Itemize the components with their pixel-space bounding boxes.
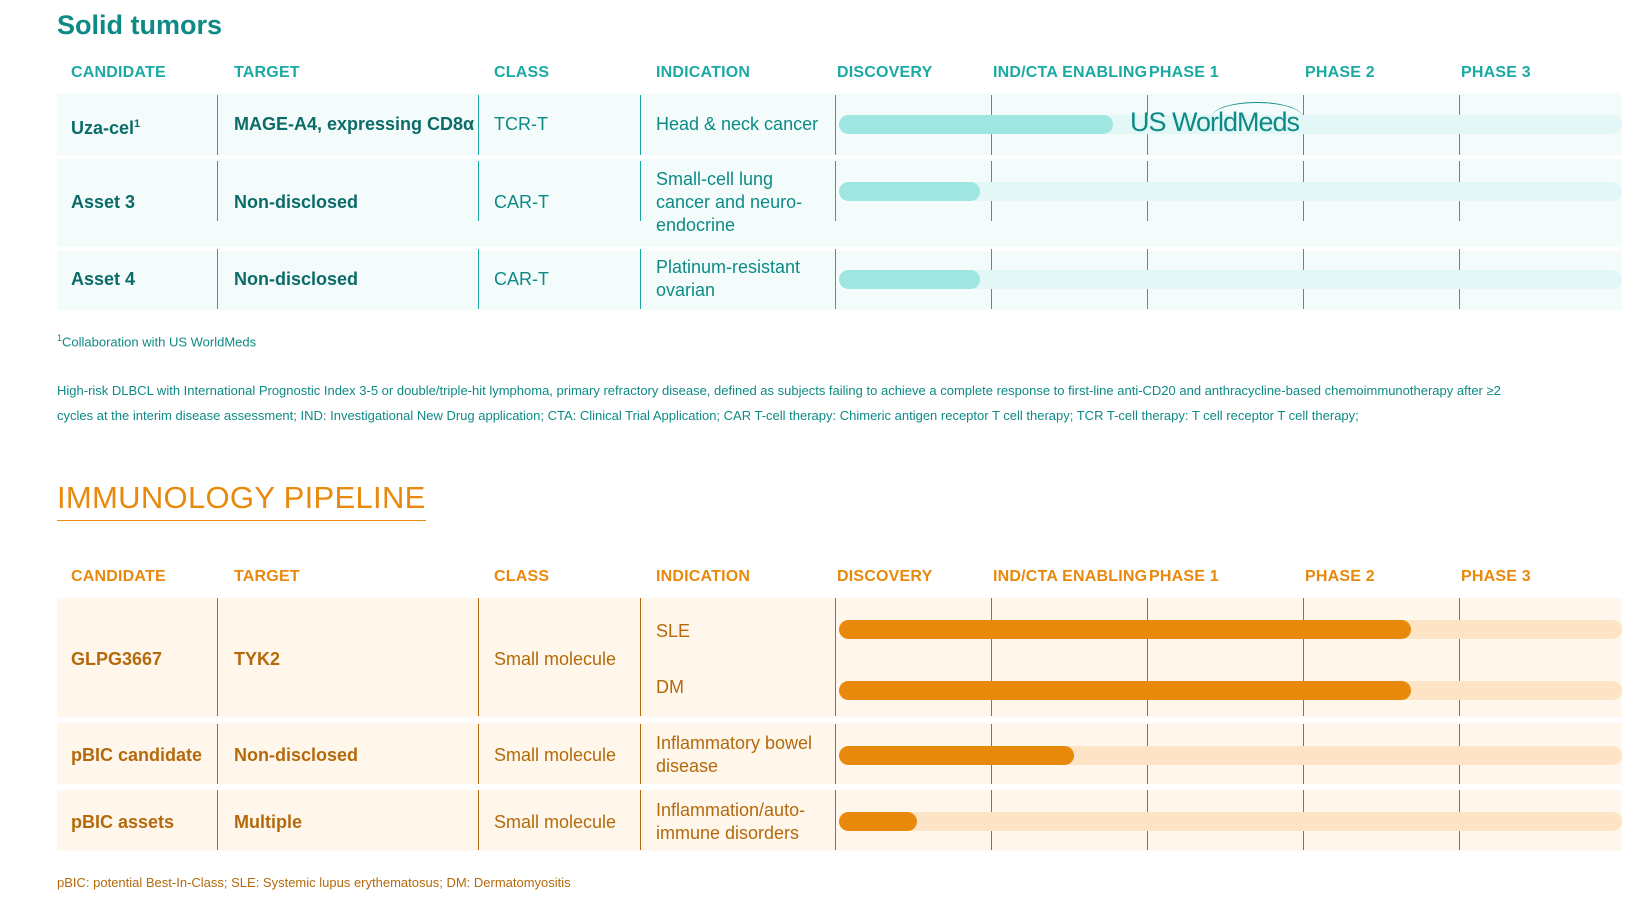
- column-divider: [640, 95, 641, 155]
- col-header-class: CLASS: [494, 64, 550, 81]
- column-divider: [217, 790, 218, 850]
- target-name: Non-disclosed: [234, 192, 359, 212]
- col-header-phase2: PHASE 2: [1305, 568, 1375, 585]
- footnote: pBIC: potential Best-In-Class; SLE: Systemic lupus erythematosus; DM: Dermatomyositis: [57, 875, 571, 890]
- col-header-phase3: PHASE 3: [1461, 568, 1531, 585]
- col-header-discovery: DISCOVERY: [837, 64, 933, 81]
- class-name: Small molecule: [494, 812, 617, 832]
- column-divider: [835, 724, 836, 784]
- progress-bar: [839, 620, 1411, 639]
- candidate-name: GLPG3667: [71, 649, 163, 669]
- progress-track: [839, 812, 1622, 831]
- progress-bar: [839, 812, 917, 831]
- target-name: MAGE-A4, expressing CD8α: [234, 114, 475, 134]
- col-header-candidate: CANDIDATE: [71, 568, 166, 585]
- column-divider: [835, 790, 836, 850]
- target-name: Non-disclosed: [234, 269, 359, 289]
- class-name: Small molecule: [494, 649, 617, 669]
- col-header-phase1: PHASE 1: [1149, 64, 1219, 81]
- col-header-indication: INDICATION: [656, 568, 751, 585]
- column-divider: [478, 161, 479, 221]
- target-name: TYK2: [234, 649, 281, 669]
- candidate-name: Asset 4: [71, 269, 136, 289]
- indication-name: Platinum-resistant ovarian: [656, 257, 801, 300]
- column-divider: [478, 790, 479, 850]
- col-header-class: CLASS: [494, 568, 550, 585]
- col-header-phase2: PHASE 2: [1305, 64, 1375, 81]
- indication-name: DM: [656, 677, 684, 697]
- col-header-candidate: CANDIDATE: [71, 64, 166, 81]
- col-header-target: TARGET: [234, 568, 300, 585]
- column-divider: [217, 598, 218, 716]
- target-name: Non-disclosed: [234, 745, 359, 765]
- column-divider: [478, 724, 479, 784]
- progress-bar: [839, 270, 980, 289]
- candidate-name: Uza-cel$^1$: [71, 118, 141, 138]
- column-divider: [478, 598, 479, 716]
- column-divider: [640, 790, 641, 850]
- column-divider: [217, 249, 218, 309]
- indication-name: Inflammation/auto-immune disorders: [656, 800, 806, 843]
- column-divider: [835, 249, 836, 309]
- abbreviations-line-1: High-risk DLBCL with International Prognostic Index 3-5 or double/triple-hit lymphoma, primary refractory disease, defined as subjects failing to achieve a complete response to first-line anti-CD20 and anthracycline-based chemoimmunotherapy after ≥2: [57, 383, 1501, 398]
- indication-name: Small-cell lung cancer and neuro-endocrine: [656, 169, 803, 235]
- column-divider: [835, 598, 836, 716]
- col-header-phase3: PHASE 3: [1461, 64, 1531, 81]
- abbreviations-line-2: cycles at the interim disease assessment; IND: Investigational New Drug application; CTA: Clinical Trial Application; CAR T-cell therapy: Chimeric antigen receptor T cell therapy; TCR T-cell therapy: T cell receptor T cell therapy;: [57, 408, 1359, 423]
- col-header-phase1: PHASE 1: [1149, 568, 1219, 585]
- column-divider: [640, 161, 641, 221]
- us-worldmeds-logo: US WorldMeds: [1130, 107, 1299, 138]
- indication-name: Inflammatory bowel disease: [656, 733, 813, 776]
- col-header-discovery: DISCOVERY: [837, 568, 933, 585]
- column-divider: [217, 724, 218, 784]
- indication-name: SLE: [656, 621, 691, 641]
- col-header-indication: INDICATION: [656, 64, 751, 81]
- progress-bar: [839, 746, 1074, 765]
- progress-bar: [839, 681, 1411, 700]
- col-header-ind-cta: IND/CTA ENABLING: [993, 64, 1148, 81]
- class-name: TCR-T: [494, 114, 548, 134]
- indication-name: Head & neck cancer: [656, 114, 819, 134]
- class-name: Small molecule: [494, 745, 617, 765]
- column-divider: [217, 161, 218, 221]
- col-header-target: TARGET: [234, 64, 300, 81]
- section-title-solid-tumors: Solid tumors: [57, 10, 223, 40]
- column-divider: [640, 724, 641, 784]
- progress-bar: [839, 115, 1113, 134]
- column-divider: [478, 95, 479, 155]
- section-title-immunology: IMMUNOLOGY PIPELINE: [57, 480, 426, 521]
- col-header-ind-cta: IND/CTA ENABLING: [993, 568, 1148, 585]
- column-divider: [640, 598, 641, 716]
- candidate-name: Asset 3: [71, 192, 136, 212]
- column-divider: [478, 249, 479, 309]
- progress-bar: [839, 182, 980, 201]
- column-divider: [835, 161, 836, 221]
- target-name: Multiple: [234, 812, 302, 832]
- column-divider: [217, 95, 218, 155]
- candidate-name: pBIC candidate: [71, 745, 203, 765]
- class-name: CAR-T: [494, 192, 549, 212]
- class-name: CAR-T: [494, 269, 549, 289]
- logo-arc-icon: [1212, 102, 1302, 131]
- footnote: $^1$Collaboration with US WorldMeds: [57, 333, 257, 350]
- column-divider: [640, 249, 641, 309]
- candidate-name: pBIC assets: [71, 812, 175, 832]
